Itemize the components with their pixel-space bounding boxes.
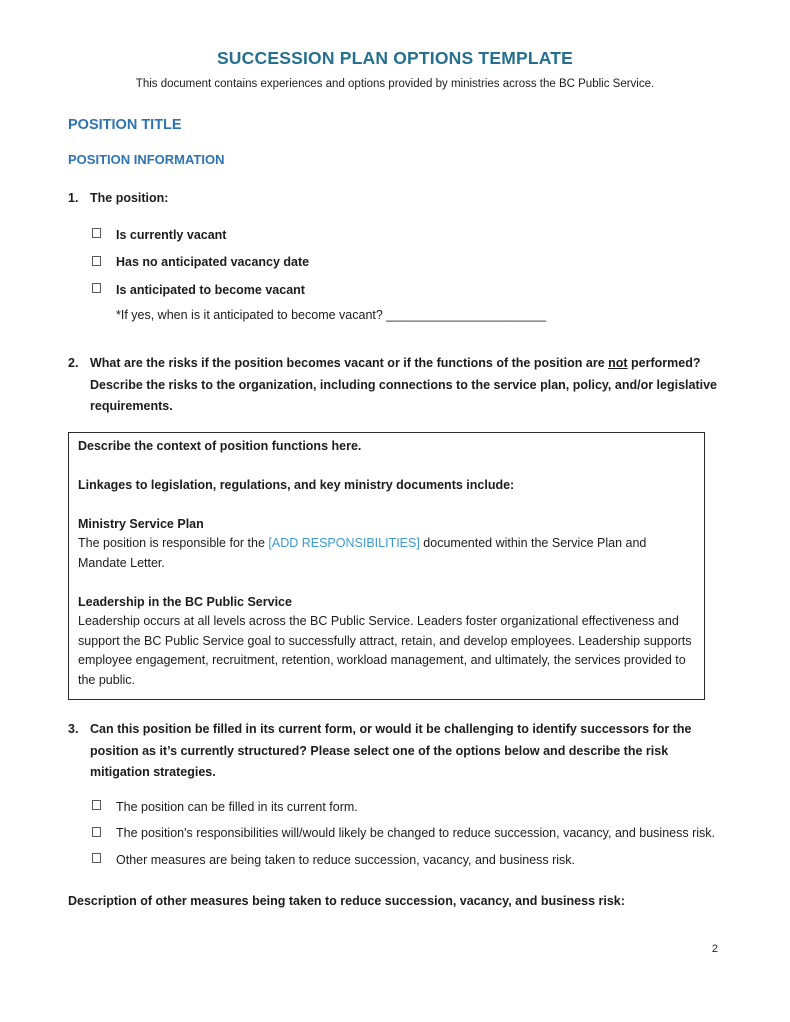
page-number: 2 — [711, 943, 718, 955]
document-title: SUCCESSION PLAN OPTIONS TEMPLATE — [216, 48, 574, 68]
question-3-options — [92, 799, 722, 873]
option-other-measures[interactable] — [92, 852, 722, 873]
question-2 — [68, 353, 722, 418]
question-1-options — [92, 227, 722, 303]
question-3 — [68, 719, 722, 784]
heading-position-information: POSITION INFORMATION — [68, 152, 225, 167]
question-1-number: 1. — [68, 191, 79, 205]
option-label: Has no anticipated vacancy date — [116, 255, 310, 269]
option-anticipated-to-become-vacant[interactable] — [92, 282, 722, 303]
empty-checkbox-icon[interactable] — [92, 853, 101, 863]
empty-checkbox-icon[interactable] — [92, 256, 101, 266]
heading-position-title: POSITION TITLE — [68, 117, 182, 133]
followup-question-text: *If yes, when is it anticipated to become vacant? — [116, 308, 387, 322]
option-responsibilities-changed[interactable] — [92, 825, 722, 846]
vacancy-date-followup — [116, 308, 722, 322]
empty-checkbox-icon[interactable] — [92, 800, 101, 810]
option-currently-vacant[interactable] — [92, 227, 722, 248]
option-label: The position's responsibilities will/would likely be changed to reduce succession, vacancy, and business risk. — [116, 826, 715, 840]
option-label: The position can be filled in its current form. — [116, 799, 358, 814]
empty-checkbox-icon[interactable] — [92, 283, 101, 293]
document-subtitle: This document contains experiences and options provided by ministries across the BC Public Service. — [135, 78, 655, 90]
option-label: Is anticipated to become vacant — [116, 282, 305, 297]
question-2-number: 2. — [68, 356, 79, 370]
question-1-label: The position: — [90, 191, 169, 205]
empty-checkbox-icon[interactable] — [92, 827, 101, 837]
ministry-service-plan-heading: Ministry Service Plan — [78, 516, 204, 531]
question-2-text: What are the risks if the position becomes vacant or if the functions of the position are not performed? Describe the risks to the organization, including connections to the service plan, policy, and/or legislative requirements. — [90, 356, 717, 413]
ministry-service-plan-text: The position is responsible for the [ADD RESPONSIBILITIES] documented within the Service Plan and Mandate Letter. — [78, 536, 647, 570]
leadership-text: Leadership occurs at all levels across the BC Public Service. Leaders foster organizational effectiveness and support the BC Public Service goal to successfully attract, retain, and develop employees. Leadership supports employee engagement, recruitment, retention, workload management, and ultimately, the services provided to the public. — [78, 614, 692, 687]
context-description-box[interactable] — [68, 432, 705, 701]
option-no-anticipated-vacancy-date[interactable] — [92, 254, 722, 275]
description-of-other-measures-label: Description of other measures being taken to reduce succession, vacancy, and business risk: — [68, 894, 625, 908]
question-3-number: 3. — [68, 722, 79, 736]
leadership-heading: Leadership in the BC Public Service — [78, 594, 292, 609]
context-intro: Describe the context of position functions here. — [78, 438, 362, 453]
option-label: Is currently vacant — [116, 227, 227, 242]
underlined-not: not — [608, 356, 628, 370]
question-1 — [68, 188, 722, 210]
option-label: Other measures are being taken to reduce succession, vacancy, and business risk. — [116, 852, 576, 867]
question-3-text: Can this position be filled in its current form, or would it be challenging to identify successors for the position as it’s currently structured? Please select one of the options below and describe the risk mitigation strategies. — [90, 722, 692, 779]
option-filled-current-form[interactable] — [92, 799, 722, 820]
vacancy-date-blank-field[interactable]: _______________________ — [386, 308, 547, 322]
context-linkages: Linkages to legislation, regulations, and key ministry documents include: — [78, 477, 515, 492]
empty-checkbox-icon[interactable] — [92, 228, 101, 238]
add-responsibilities-placeholder[interactable]: [ADD RESPONSIBILITIES] — [268, 536, 420, 550]
